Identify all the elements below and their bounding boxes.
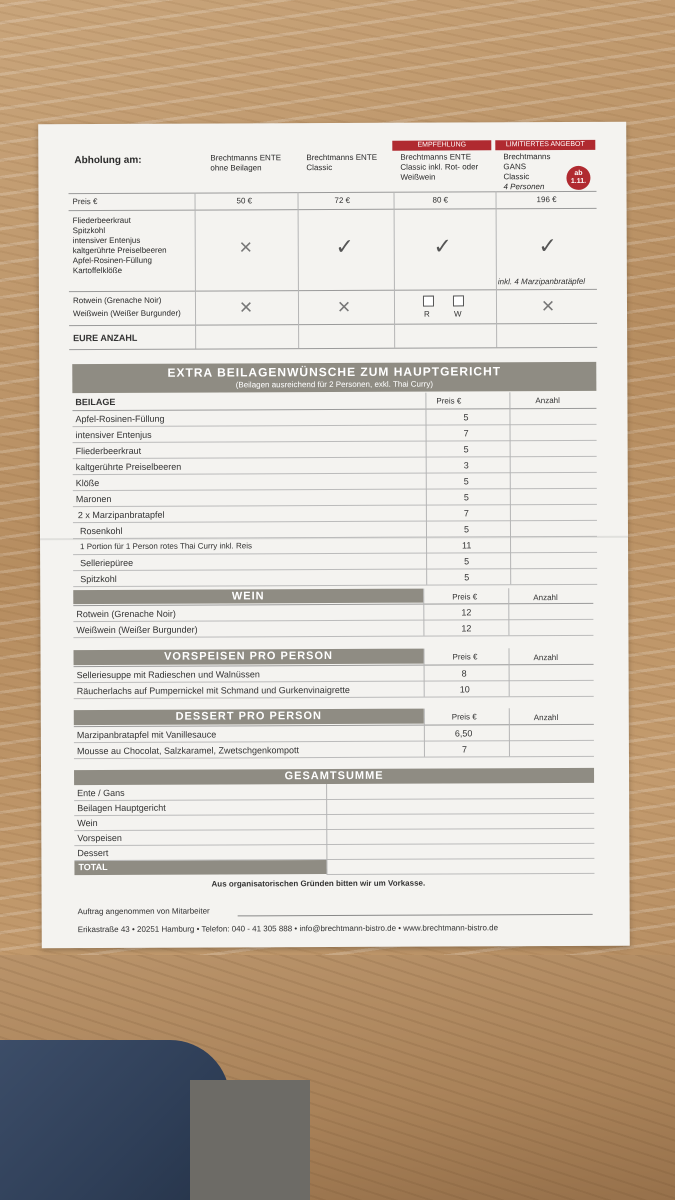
tag-limited-offer: LIMITIERTES ANGEBOT xyxy=(495,140,595,150)
list-item: Weißwein (Weißer Burgunder) 12 xyxy=(76,623,472,636)
list-item: Mousse au Chocolat, Salzkaramel, Zwetschgenkompott 7 xyxy=(76,744,467,757)
list-item: Klöße 5 xyxy=(75,476,469,489)
price-ente-ohne: 50 € xyxy=(236,196,253,206)
dessert-section-header: DESSERT PRO PERSON xyxy=(74,709,424,726)
extras-col-qty: Anzahl xyxy=(535,396,560,406)
prepayment-note: Aus organisatorischen Gründen bitten wir um Vorkasse. xyxy=(211,878,426,889)
list-item: kaltgerührte Preiselbeeren 3 xyxy=(75,460,469,473)
wine-col-price: Preis € xyxy=(452,592,478,602)
col-ente-classic: Brechtmanns ENTE Classic xyxy=(306,152,378,173)
extras-col-item: BEILAGE xyxy=(75,396,116,408)
starters-col-price: Preis € xyxy=(452,652,478,662)
red-wine-short: R xyxy=(424,309,430,319)
total-section-header: GESAMTSUMME xyxy=(74,768,594,785)
list-item: Spitzkohl 5 xyxy=(80,572,470,585)
list-item: Marzipanbratapfel mit Vanillesauce 6,50 xyxy=(76,728,473,741)
person-leg xyxy=(0,1040,230,1200)
table-row: Wein xyxy=(77,818,98,829)
white-wine-checkbox[interactable] xyxy=(453,295,464,306)
starters-section-header: VORSPEISEN PRO PERSON xyxy=(73,649,423,666)
price-ente-classic: 72 € xyxy=(334,195,351,205)
wine-section-header: WEIN xyxy=(73,589,423,605)
list-item: Räucherlachs auf Pumpernickel mit Schmand und Gurkenvinaigrette 10 xyxy=(76,684,470,697)
list-item: Rotwein (Grenache Noir) 12 xyxy=(76,607,472,620)
accepted-by-label: Auftrag angenommen von Mitarbeiter xyxy=(77,906,210,917)
extras-col-price: Preis € xyxy=(436,396,462,406)
starters-col-qty: Anzahl xyxy=(533,653,559,663)
pickup-label: Abholung am: xyxy=(74,154,142,167)
quantity-label: EURE ANZAHL xyxy=(73,332,138,344)
checkmark-icon: ✓ xyxy=(335,233,355,259)
list-item: Selleriepüree 5 xyxy=(80,556,470,569)
footer-address: Erikastraße 43 • 20251 Hamburg • Telefon: 040 - 41 305 888 • info@brechtmann-bistro.de • www.brechtmann-bistro.de xyxy=(77,923,499,935)
cross-icon: × xyxy=(337,293,351,319)
wine-options: Rotwein (Grenache Noir) Weißwein (Weißer Burgunder) xyxy=(72,295,181,319)
list-item: Selleriesuppe mit Radieschen und Walnüssen 8 xyxy=(76,668,467,681)
red-wine-checkbox[interactable] xyxy=(423,296,434,307)
table-row: Ente / Gans xyxy=(77,787,125,799)
list-item: Maronen 5 xyxy=(75,492,469,505)
list-item: 1 Portion für 1 Person rotes Thai Curry inkl. Reis 11 xyxy=(80,540,472,552)
checkmark-icon: ✓ xyxy=(433,233,453,259)
table-row: Vorspeisen xyxy=(77,832,122,844)
checkmark-icon: ✓ xyxy=(538,233,558,259)
cross-icon: × xyxy=(239,294,253,320)
cross-icon: × xyxy=(239,234,253,260)
wine-col-qty: Anzahl xyxy=(533,593,558,603)
cross-icon: × xyxy=(541,293,555,319)
dessert-col-qty: Anzahl xyxy=(533,713,559,723)
list-item: intensiver Entenjus 7 xyxy=(75,428,469,441)
white-wine-short: W xyxy=(454,309,462,319)
table-row: Beilagen Hauptgericht xyxy=(77,802,166,814)
order-form-sheet xyxy=(38,122,630,949)
total-bar: TOTAL xyxy=(74,860,326,875)
price-label: Preis € xyxy=(72,197,98,207)
list-item: Apfel-Rosinen-Füllung 5 xyxy=(75,412,469,425)
table-row: Dessert xyxy=(77,847,109,859)
col-gans-classic: Brechtmanns GANS Classic 4 Personen xyxy=(503,152,551,192)
list-item: Rosenkohl 5 xyxy=(79,524,470,537)
price-gans: 196 € xyxy=(536,195,557,205)
price-ente-wine: 80 € xyxy=(432,195,449,205)
gans-sides-note: inkl. 4 Marzipanbratäpfel xyxy=(497,276,586,287)
sides-list: Fliederbeerkraut Spitzkohl intensiver Entenjus kaltgerührte Preiselbeeren Apfel-Rosinen-Füllung Kartoffelklöße xyxy=(72,215,167,276)
extras-section-header: EXTRA BEILAGENWÜNSCHE ZUM HAUPTGERICHT (Beilagen ausreichend für 2 Personen, exkl. Thai Curry) xyxy=(72,362,596,393)
list-item: Fliederbeerkraut 5 xyxy=(75,444,469,457)
list-item: 2 x Marzipanbratapfel 7 xyxy=(77,508,469,521)
badge-from-date: ab 1.11. xyxy=(566,166,590,190)
dessert-col-price: Preis € xyxy=(451,712,477,722)
tag-recommendation: EMPFEHLUNG xyxy=(392,140,491,150)
col-ente-ohne-beilagen: Brechtmanns ENTE ohne Beilagen xyxy=(210,153,282,173)
col-ente-classic-wine: Brechtmanns ENTE Classic inkl. Rot- oder Weißwein xyxy=(400,152,479,182)
